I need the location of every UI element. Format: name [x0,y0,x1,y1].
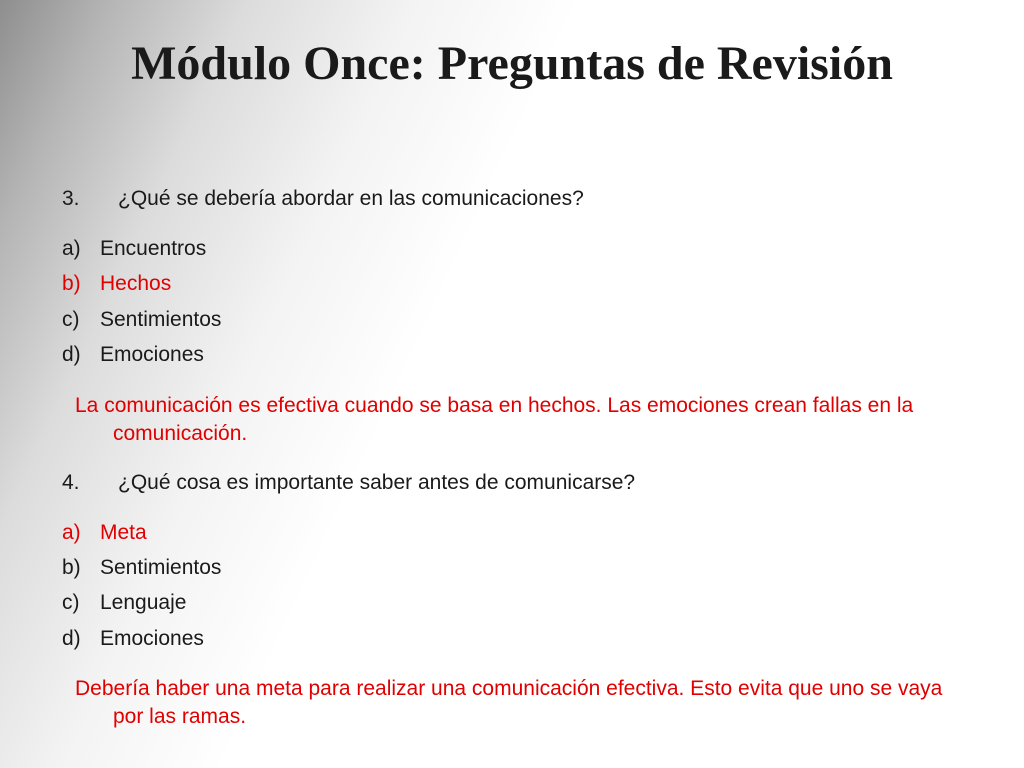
option-text: Hechos [100,272,172,295]
option-letter: d) [62,627,81,650]
slide-title: Módulo Once: Preguntas de Revisión [131,37,893,90]
explanation-4: Debería haber una meta para realizar una comunicación efectiva. Esto evita que uno se vaya por las ramas. [75,677,943,728]
question-text: ¿Qué se debería abordar en las comunicaciones? [118,187,584,210]
option-text: Sentimientos [100,556,222,579]
question-text: ¿Qué cosa es importante saber antes de comunicarse? [118,471,636,494]
question-number: 4. [62,471,80,494]
option-3c [62,306,221,334]
option-3a [62,235,206,263]
option-letter: a) [62,521,81,544]
option-letter: b) [62,556,81,579]
option-text: Encuentros [100,237,207,260]
explanation-3: La comunicación es efectiva cuando se basa en hechos. Las emociones crean fallas en la comunicación. [75,394,914,445]
option-3b-correct [62,270,171,298]
option-4c [62,589,186,617]
question-3 [62,185,584,213]
question-number: 3. [62,187,80,210]
option-4b [62,554,221,582]
option-text: Emociones [100,343,204,366]
option-letter: d) [62,343,81,366]
option-letter: a) [62,237,81,260]
option-text: Sentimientos [100,308,222,331]
option-text: Lenguaje [100,591,187,614]
option-text: Meta [100,521,147,544]
option-letter: c) [62,591,80,614]
option-text: Emociones [100,627,204,650]
option-3d [62,341,204,369]
question-4 [62,469,635,497]
option-letter: b) [62,272,81,295]
option-4a-correct [62,519,147,547]
option-4d [62,625,204,653]
option-letter: c) [62,308,80,331]
